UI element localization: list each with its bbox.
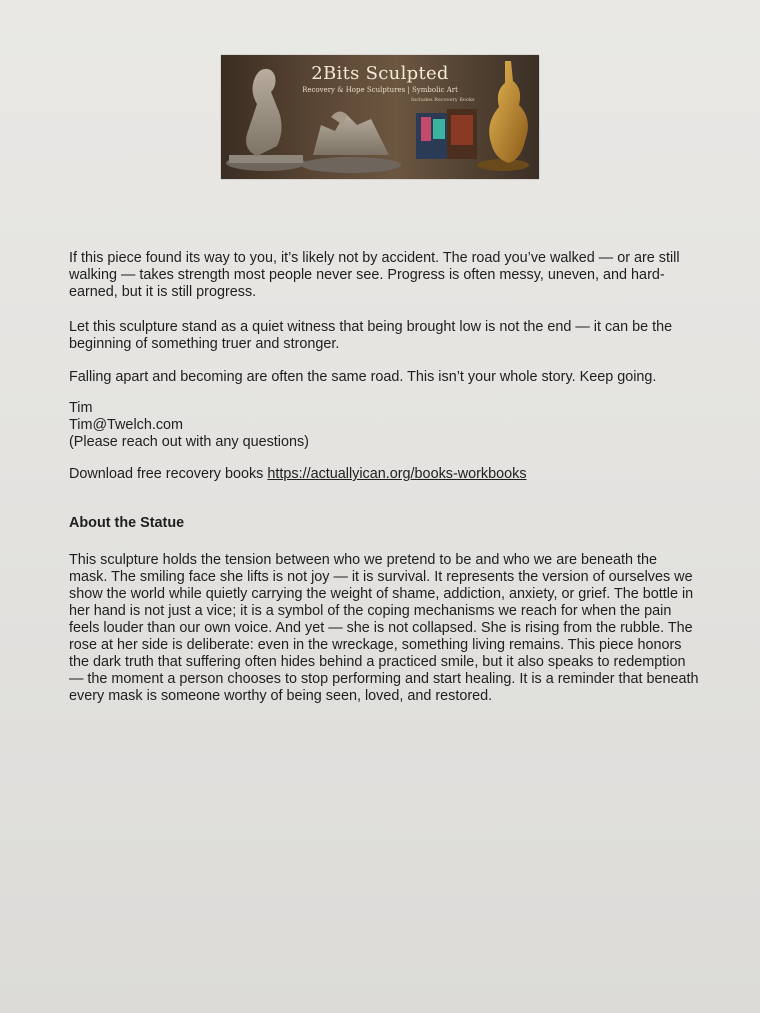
brand-banner (221, 55, 539, 179)
download-text: Download free recovery books (69, 466, 264, 482)
paragraph-text: If this piece found its way to you, it’s likely not by accident. The road you’ve walked — or are still walking — takes strength most people never see. Progress is often messy, uneven, and hard-earned, but it is still progress. (69, 250, 680, 300)
banner-subtitle: Recovery & Hope Sculptures | Symbolic Art (302, 86, 458, 94)
letter-paragraph-3 (69, 369, 699, 386)
letter-paragraph-1 (69, 250, 699, 301)
download-link[interactable]: https://actuallyican.org/books-workbooks (267, 466, 527, 482)
paragraph-text: Let this sculpture stand as a quiet witness that being brought low is not the end — it can be the beginning of something truer and stronger. (69, 319, 673, 352)
signature-email[interactable]: Tim@Twelch.com (69, 417, 184, 433)
paragraph-text: Falling apart and becoming are often the same road. This isn’t your whole story. Keep going. (69, 369, 657, 385)
banner-note: Includes Recovery Books (411, 97, 475, 103)
about-body-text: This sculpture holds the tension between who we pretend to be and who we are beneath the mask. The smiling face she lifts is not joy — it is survival. It represents the version of ourselves we show the world while quietly carrying the weight of shame, addiction, anxiety, or grief. The bottle in her hand is not just a vice; it is a symbol of the coping mechanisms we reach for when the pain feels louder than our own voice. And yet — she is not collapsed. She is rising from the rubble. The rose at her side is deliberate: even in the wreckage, something living remains. This piece honors the dark truth that suffering often hides behind a practiced smile, but it also speaks to redemption — the moment a person chooses to stop performing and start healing. It is a reminder that beneath every mask is someone worthy of being seen, loved, and restored. (69, 552, 699, 704)
download-line (69, 466, 699, 483)
about-heading: About the Statue (69, 515, 185, 531)
banner-title: 2Bits Sculpted (311, 63, 449, 84)
signature-name: Tim (69, 400, 93, 416)
signature-block (69, 400, 699, 451)
letter-paragraph-2 (69, 319, 699, 353)
signature-note: (Please reach out with any questions) (69, 434, 309, 450)
about-body (69, 552, 699, 705)
